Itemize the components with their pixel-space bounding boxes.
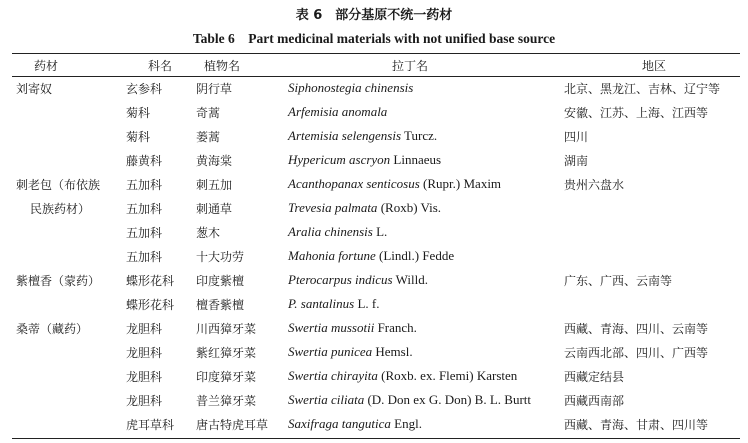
cell-latin-name xyxy=(282,412,562,436)
cell-herb xyxy=(12,148,122,172)
table-row xyxy=(12,292,740,316)
latin-species: Acanthopanax senticosus xyxy=(288,176,420,191)
cell-region: 广东、广西、云南等 xyxy=(564,273,673,288)
cell-plant: 印度獐牙菜 xyxy=(196,369,257,384)
cell-herb: 桑蒂（藏药） xyxy=(16,321,89,336)
latin-author: (Lindl.) Fedde xyxy=(375,248,455,263)
cell-latin-name xyxy=(282,148,562,172)
cell-plant: 刺五加 xyxy=(196,177,233,192)
cell-family: 蝶形花科 xyxy=(126,297,175,312)
latin-author: Turcz. xyxy=(401,128,438,143)
cell-region: 西藏西南部 xyxy=(564,393,625,408)
cell-plant: 葱木 xyxy=(196,225,221,240)
cell-family: 虎耳草科 xyxy=(126,417,175,432)
cell-region: 西藏、青海、甘肃、四川等 xyxy=(564,417,709,432)
cell-region: 北京、黑龙江、吉林、辽宁等 xyxy=(564,81,721,96)
latin-species: Aralia chinensis xyxy=(288,224,373,239)
medicinal-materials-table xyxy=(12,54,740,436)
latin-author: Linnaeus xyxy=(390,152,442,167)
cell-plant: 川西獐牙菜 xyxy=(196,321,257,336)
cell-region xyxy=(562,196,740,220)
latin-author: Hemsl. xyxy=(372,344,413,359)
cell-plant: 唐古特虎耳草 xyxy=(196,417,269,432)
cell-latin-name xyxy=(282,124,562,148)
table-row xyxy=(12,124,740,148)
table-header-row xyxy=(12,54,740,76)
bottom-rule xyxy=(12,438,740,439)
cell-family: 龙胆科 xyxy=(126,369,163,384)
cell-latin-name xyxy=(282,244,562,268)
cell-family: 菊科 xyxy=(126,105,151,120)
table-row xyxy=(12,244,740,268)
latin-species: Pterocarpus indicus xyxy=(288,272,393,287)
cell-region xyxy=(562,244,740,268)
cell-plant: 十大功劳 xyxy=(196,249,245,264)
cell-family: 玄参科 xyxy=(126,81,163,96)
latin-author: (Roxb) Vis. xyxy=(377,200,442,215)
cell-latin-name xyxy=(282,220,562,244)
cell-herb xyxy=(12,364,122,388)
cell-family: 龙胆科 xyxy=(126,393,163,408)
cell-family: 五加科 xyxy=(126,225,163,240)
table-row xyxy=(12,220,740,244)
latin-species: Trevesia palmata xyxy=(288,200,378,215)
cell-plant: 檀香紫檀 xyxy=(196,297,245,312)
latin-author: (D. Don ex G. Don) B. L. Burtt xyxy=(364,392,532,407)
cell-latin-name xyxy=(282,100,562,124)
latin-species: Saxifraga tangutica xyxy=(288,416,391,431)
table-title-chinese: 表 6 部分基原不统一药材 xyxy=(295,8,453,23)
latin-species: Artemisia selengensis xyxy=(288,128,402,143)
cell-herb: 刺老包（布依族 xyxy=(16,177,101,192)
latin-species: Siphonostegia chinensis xyxy=(288,80,414,95)
cell-family: 蝶形花科 xyxy=(126,273,175,288)
table-row xyxy=(12,76,740,100)
latin-author: Franch. xyxy=(374,320,417,335)
table-row xyxy=(12,148,740,172)
latin-species: Swertia ciliata xyxy=(288,392,365,407)
latin-author: (Roxb. ex. Flemi) Karsten xyxy=(377,368,518,383)
header-latin: 拉丁名 xyxy=(392,58,429,73)
latin-species: P. santalinus xyxy=(288,296,355,311)
cell-region xyxy=(562,292,740,316)
cell-herb: 民族药材） xyxy=(30,201,91,216)
table-row xyxy=(12,412,740,436)
cell-region: 西藏、青海、四川、云南等 xyxy=(564,321,709,336)
cell-region: 云南西北部、四川、广西等 xyxy=(564,345,709,360)
cell-plant: 印度紫檀 xyxy=(196,273,245,288)
table-row xyxy=(12,196,740,220)
cell-herb xyxy=(12,340,122,364)
cell-region: 湖南 xyxy=(564,153,589,168)
cell-plant: 阴行草 xyxy=(196,81,233,96)
table-row xyxy=(12,100,740,124)
cell-family: 龙胆科 xyxy=(126,345,163,360)
latin-author: Engl. xyxy=(390,416,422,431)
table-row xyxy=(12,268,740,292)
cell-region: 四川 xyxy=(564,129,589,144)
cell-latin-name xyxy=(282,196,562,220)
cell-herb xyxy=(12,244,122,268)
latin-author: L. f. xyxy=(354,296,380,311)
latin-species: Arfemisia anomala xyxy=(288,104,388,119)
header-family: 科名 xyxy=(148,58,173,73)
cell-herb xyxy=(12,220,122,244)
cell-latin-name xyxy=(282,268,562,292)
cell-latin-name xyxy=(282,76,562,100)
cell-herb xyxy=(12,412,122,436)
cell-family: 菊科 xyxy=(126,129,151,144)
table-body xyxy=(12,76,740,436)
header-plant: 植物名 xyxy=(204,58,241,73)
cell-region: 西藏定结县 xyxy=(564,369,625,384)
table-row xyxy=(12,340,740,364)
cell-latin-name xyxy=(282,172,562,196)
header-herb: 药材 xyxy=(34,58,59,73)
cell-plant: 蒌蒿 xyxy=(196,129,221,144)
cell-herb: 刘寄奴 xyxy=(16,81,53,96)
latin-author: (Rupr.) Maxim xyxy=(419,176,502,191)
cell-plant: 刺通草 xyxy=(196,201,233,216)
cell-latin-name xyxy=(282,364,562,388)
cell-family: 龙胆科 xyxy=(126,321,163,336)
cell-herb xyxy=(12,292,122,316)
cell-region: 安徽、江苏、上海、江西等 xyxy=(564,105,709,120)
header-region: 地区 xyxy=(642,58,667,73)
cell-herb xyxy=(12,388,122,412)
cell-plant: 普兰獐牙菜 xyxy=(196,393,257,408)
cell-region: 贵州六盘水 xyxy=(564,177,625,192)
latin-species: Swertia mussotii xyxy=(288,320,375,335)
table-row xyxy=(12,316,740,340)
cell-family: 五加科 xyxy=(126,201,163,216)
cell-herb: 紫檀香（蒙药） xyxy=(16,273,101,288)
cell-herb xyxy=(12,124,122,148)
latin-species: Hypericum ascryon xyxy=(288,152,391,167)
cell-herb xyxy=(12,100,122,124)
latin-author: L. xyxy=(372,224,388,239)
cell-plant: 奇蒿 xyxy=(196,105,221,120)
latin-author: Willd. xyxy=(392,272,428,287)
cell-latin-name xyxy=(282,292,562,316)
cell-latin-name xyxy=(282,340,562,364)
cell-region xyxy=(562,220,740,244)
latin-species: Mahonia fortune xyxy=(288,248,376,263)
cell-plant: 紫红獐牙菜 xyxy=(196,345,257,360)
latin-species: Swertia chirayita xyxy=(288,368,378,383)
latin-species: Swertia punicea xyxy=(288,344,373,359)
table-title-english: Table 6 Part medicinal materials with not unified base source xyxy=(192,31,556,46)
cell-family: 五加科 xyxy=(126,249,163,264)
cell-plant: 黄海棠 xyxy=(196,153,233,168)
table-row xyxy=(12,364,740,388)
table-row xyxy=(12,172,740,196)
cell-family: 五加科 xyxy=(126,177,163,192)
cell-latin-name xyxy=(282,316,562,340)
cell-latin-name xyxy=(282,388,562,412)
cell-family: 藤黄科 xyxy=(126,153,163,168)
table-row xyxy=(12,388,740,412)
